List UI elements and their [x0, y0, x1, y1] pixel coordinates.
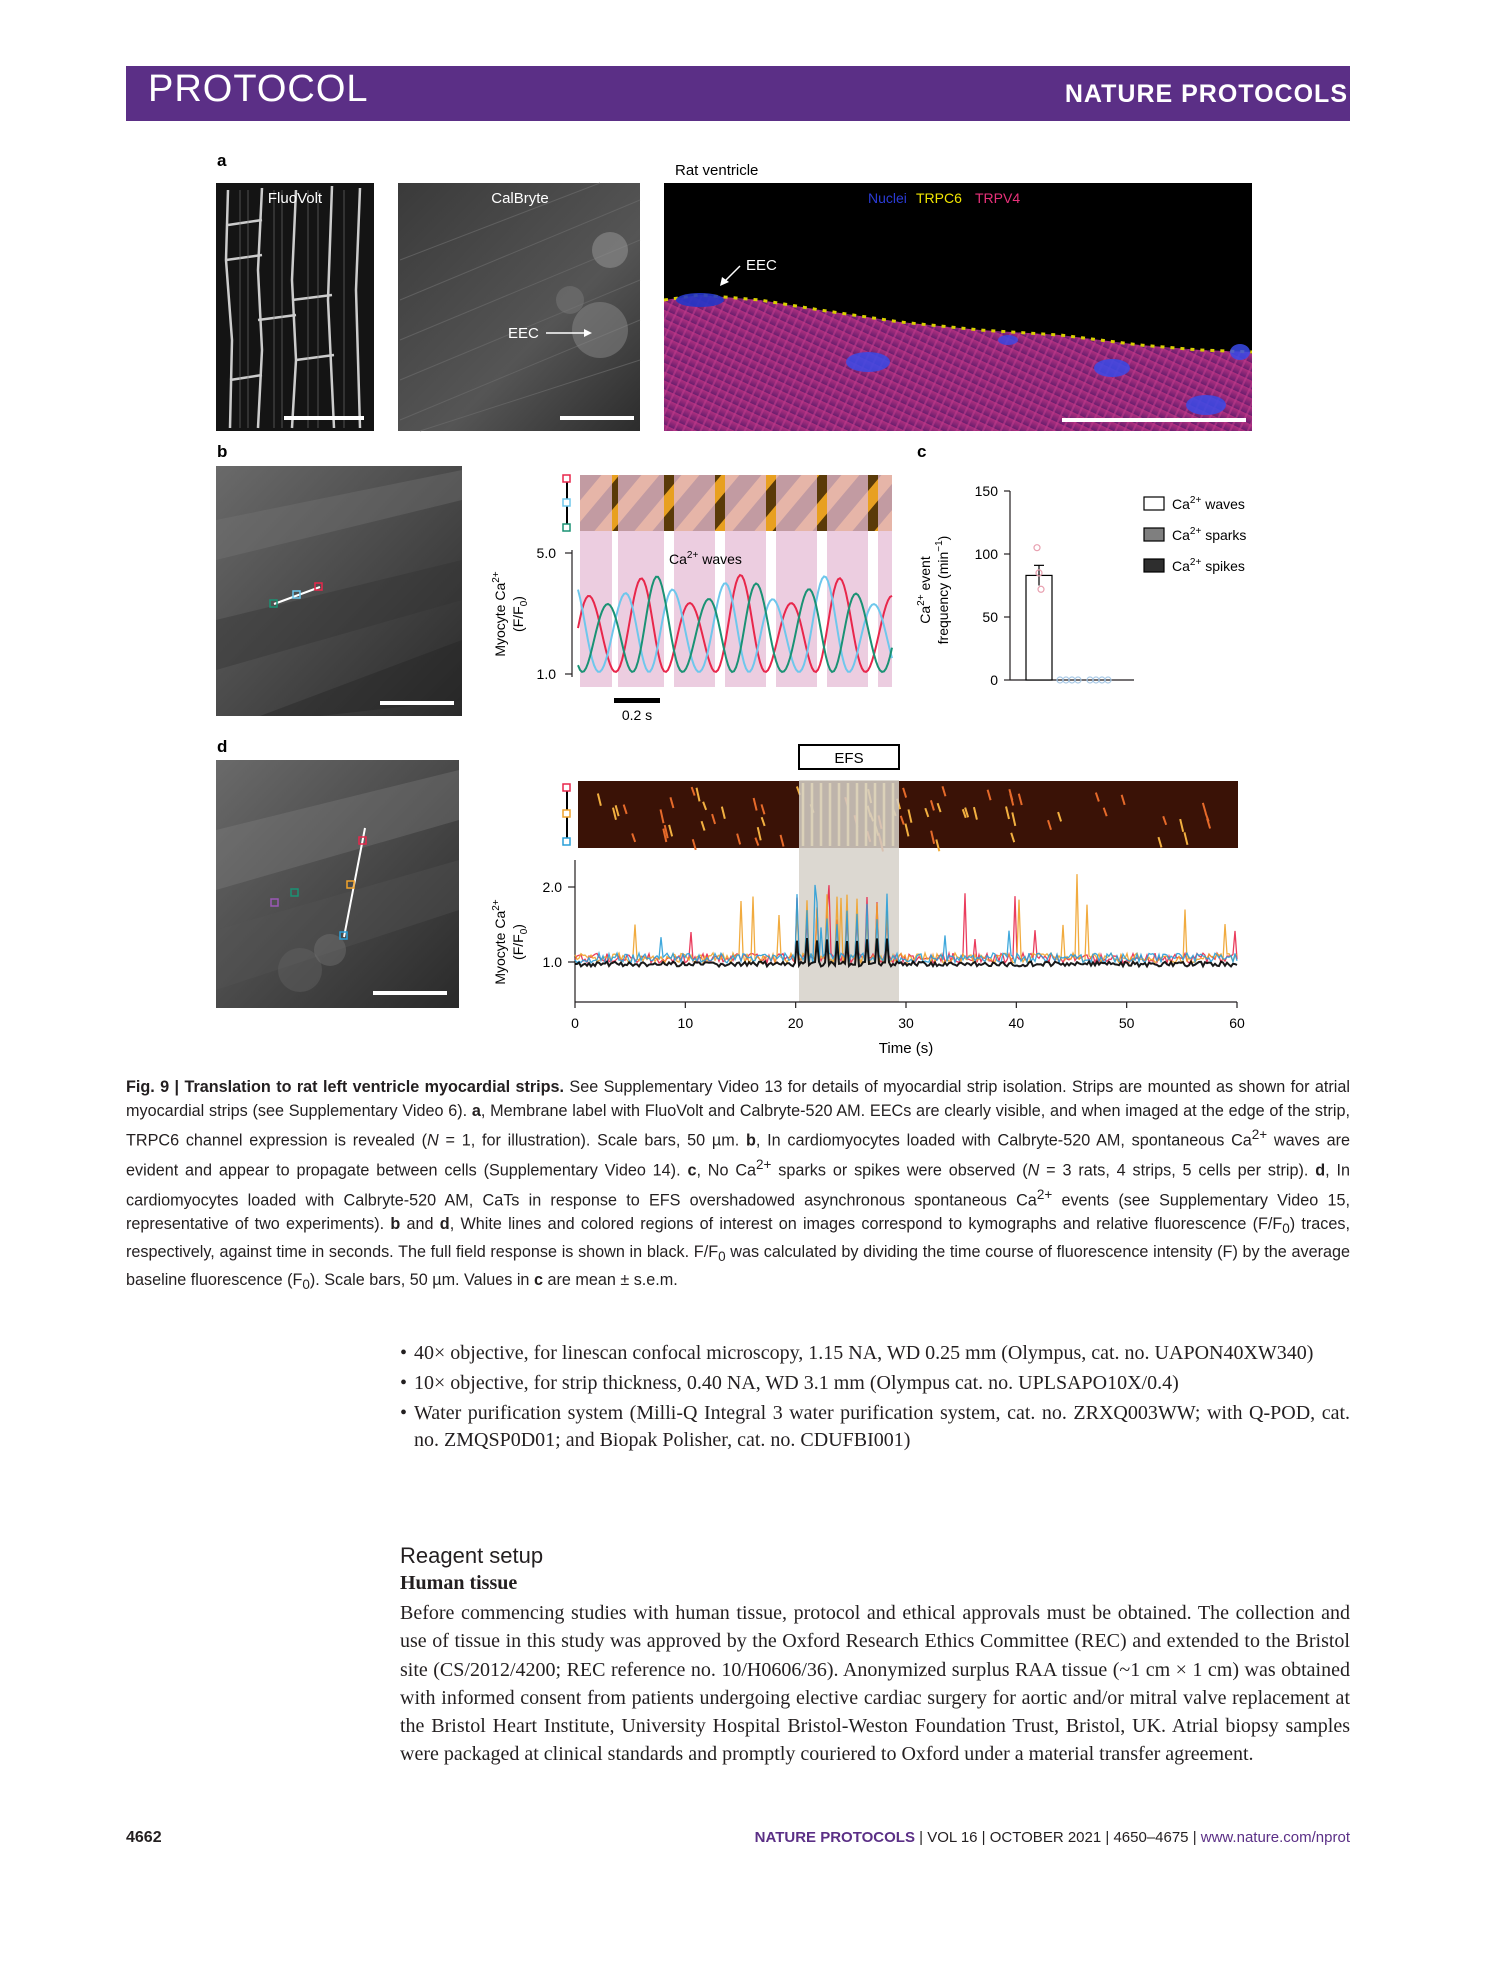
time-scale-label: 0.2 s [621, 707, 653, 723]
svg-text:(F/F0): $(F/F_0)$ [510, 924, 530, 960]
equipment-list [400, 1340, 1350, 1457]
svg-text:Myocyte Ca2+: Myocyte $Ca^{2+}$ [491, 899, 508, 985]
xtick-label: 40 [1008, 1015, 1025, 1031]
legend-waves: $Ca^{2+}$ waves [1172, 495, 1245, 512]
legend-trpv4: TRPV4 [975, 190, 1021, 206]
list-item: • 10× objective, for strip thickness, 0.40 NA, WD 3.1 mm (Olympus cat. no. UPLSAPO10X/0.4) [400, 1370, 1350, 1397]
panel-a-label: a [217, 151, 227, 170]
ytick-label: 100 [974, 546, 998, 562]
ytick-1d: 1.0 [542, 954, 562, 970]
section-label: PROTOCOL [148, 68, 369, 110]
wave-band [827, 475, 868, 687]
rat-ventricle-title: Rat ventricle [675, 162, 759, 179]
ytick-1: 1.0 [536, 666, 556, 682]
panel-b-ylabel [491, 571, 530, 656]
eec-label-2: EEC [746, 257, 777, 274]
xtick-label: 20 [787, 1015, 804, 1031]
panel-c-label: c [917, 442, 927, 461]
legend-swatch-waves [1144, 497, 1164, 510]
figure-caption: Fig. 9 | Translation to rat left ventricle myocardial strips. See Supplementary Video 13 for details of myocardial strip isolation. Strips are mounted as shown for atrial myocardial strips (see Supplementary Video 6). a, Membrane label with FluoVolt and Calbryte-520 AM. EECs are clearly visible, and when imaged at the edge of the strip, TRPC6 channel expression is revealed (N = 1, for illustration). Scale bars, 50 µm. b, In cardiomyocytes loaded with Calbryte-520 AM, spontaneous $Ca^{2+}$ waves are evident and appear to propagate between cells (Supplementary Video 14). c, No $Ca^{2+}$ sparks or spikes were observed (N = 3 rats, 4 strips, 5 cells per strip). d, In cardiomyocytes loaded with Calbryte-520 AM, CaTs in response to EFS overshadowed asynchronous spontaneous $Ca^{2+}$ events (see Supplementary Video 15, representative of two experiments). b and d, White lines and colored regions of interest on images correspond to kymographs and relative fluorescence $(F/F_0)$ traces, respectively, against time in seconds. The full field response is shown in black. $F/F_0$ was calculated by dividing the time course of fluorescence intensity (F) by the average baseline fluorescence $(F_0)$. Scale bars, 50 µm. Values in c are mean ± s.e.m. [126, 1078, 1350, 1293]
xtick-label: 60 [1229, 1015, 1245, 1031]
page-number: 4662 [126, 1829, 162, 1846]
wave-band [776, 475, 817, 687]
legend-swatch-sparks [1144, 528, 1164, 541]
trace-line [575, 874, 1237, 963]
trace-line [575, 885, 1237, 963]
legend-spikes: $Ca^{2+}$ spikes [1172, 557, 1245, 574]
svg-text:(F/F0): $(F/F_0)$ [510, 596, 530, 632]
ytick-5: 5.0 [536, 545, 556, 561]
rat-ventricle-image [664, 183, 1252, 431]
data-point [1034, 545, 1040, 551]
ytick-label: 50 [982, 609, 998, 625]
panel-c-legend [1144, 495, 1246, 574]
journal-name: NATURE PROTOCOLS [1064, 80, 1348, 108]
panel-c-bar-chart [916, 483, 1246, 688]
list-item: • 40× objective, for linescan confocal microscopy, 1.15 NA, WD 0.25 mm (Olympus, cat. no. UAPON40XW340) [400, 1340, 1350, 1367]
xtick-label: 50 [1118, 1015, 1135, 1031]
eec-label: EEC [508, 325, 539, 342]
fluovolt-image [216, 183, 374, 431]
ytick-label: 150 [974, 483, 998, 499]
scale-bar [1062, 418, 1246, 422]
calbryte-label: CalBryte [491, 190, 549, 207]
ytick-label: 0 [990, 672, 998, 688]
scale-bar [284, 416, 364, 420]
section-heading: Reagent setup [400, 1543, 544, 1568]
wave-band [674, 475, 715, 687]
svg-text:frequency (min−1): frequency $(\min^{-1})$ [934, 535, 951, 645]
xtick-label: 0 [571, 1015, 579, 1031]
panel-c-ylabel [916, 536, 951, 645]
legend-sparks: $Ca^{2+}$ sparks [1172, 526, 1247, 543]
panel-b-label: b [217, 442, 228, 461]
legend-swatch-spikes [1144, 559, 1164, 572]
efs-window [799, 780, 899, 1002]
calbryte-image [398, 183, 640, 431]
panel-d-label: d [217, 737, 228, 756]
efs-label: EFS [834, 750, 864, 767]
wave-band [725, 475, 766, 687]
xtick-label: 30 [898, 1015, 914, 1031]
panel-d-ylabel [491, 899, 530, 984]
svg-text:Ca2+ event: $Ca^{2+}$ event [916, 556, 933, 624]
legend-trpc6: TRPC6 [916, 190, 962, 206]
xlabel-time: Time (s) [878, 1040, 934, 1057]
panel-d-kymograph [563, 781, 1238, 852]
panel-b-image [216, 466, 462, 716]
xtick-label: 10 [677, 1015, 694, 1031]
scale-bar [560, 416, 634, 420]
ytick-2: 2.0 [542, 879, 562, 895]
trace-line [575, 885, 1237, 963]
ca-waves-label: $Ca^{2+}$ waves [669, 550, 742, 567]
scale-bar [373, 991, 447, 995]
trace-line [575, 938, 1237, 966]
panel-b-trace-chart [491, 475, 892, 723]
list-item: • Water purification system (Milli-Q Integral 3 water purification system, cat. no. ZRXQ003WW; with Q-POD, cat. no. ZMQSP0D01; and Biopak Polisher, cat. no. CDUFBI001) [400, 1400, 1350, 1454]
svg-text:Myocyte Ca2+: Myocyte $Ca^{2+}$ [491, 571, 508, 657]
body-paragraph: Before commencing studies with human tissue, protocol and ethical approvals must be obtained. The collection and use of tissue in this study was approved by the Oxford Research Ethics Committee (REC) and extended to the Bristol site (CS/2012/4200; REC reference no. 10/H0606/36). Anonymized surplus RAA tissue (~1 cm × 1 cm) was obtained with informed consent from patients undergoing elective cardiac surgery for aortic and/or mitral valve replacement at the Bristol Heart Institute, University Hospital Bristol-Weston Foundation Trust, Bristol, UK. Atrial biopsy samples were packaged at clinical standards and promptly couriered to Oxford under a material transfer agreement. [400, 1602, 1350, 1766]
panel-d-image [216, 760, 459, 1008]
fluovolt-label: FluoVolt [267, 190, 323, 207]
time-scale-bar [614, 698, 660, 703]
legend-nuclei: Nuclei [868, 190, 907, 206]
scale-bar [380, 701, 454, 705]
footer-citation: NATURE PROTOCOLS | VOL 16 | OCTOBER 2021 | 4650–4675 | www.nature.com/nprot [754, 1829, 1350, 1846]
subsection-heading: Human tissue [400, 1572, 518, 1594]
